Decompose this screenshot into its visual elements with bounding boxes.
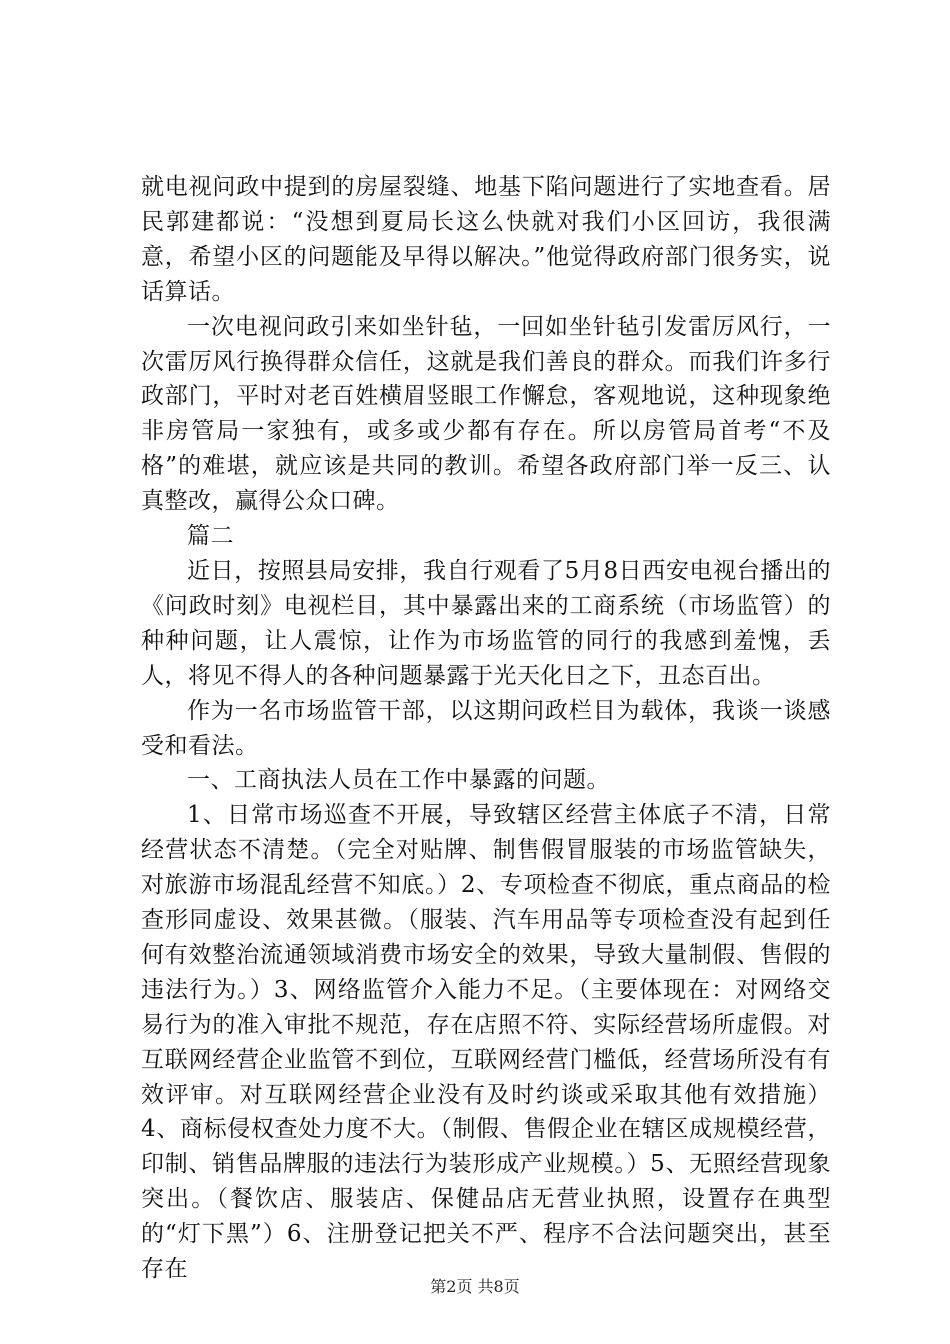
paragraph: 近日，按照县局安排，我自行观看了5月8日西安电视台播出的《问政时刻》电视栏目，其中暴露出来的工商系统（市场监管）的种种问题，让人震惊，让作为市场监管的同行的我感到羞愧，丢人，将见不得人的各种问题暴露于光天化日之下，丑态百出。	[141, 557, 831, 689]
paragraph-continuation: 就电视问政中提到的房屋裂缝、地基下陷问题进行了实地查看。居民郭建都说：“没想到夏局长这么快就对我们小区回访，我很满意，希望小区的问题能及早得以解决。”他觉得政府部门很务实，说话算话。	[141, 174, 831, 305]
subsection-heading: 一、工商执法人员在工作中暴露的问题。	[187, 767, 610, 794]
paragraph: 作为一名市场监管干部，以这期问政栏目为载体，我谈一谈感受和看法。	[141, 697, 831, 759]
paragraph: 一次电视问政引来如坐针毡，一回如坐针毡引发雷厉风行，一次雷厉风行换得群众信任，这就是我们善良的群众。而我们许多行政部门，平时对老百姓横眉竖眼工作懈怠，客观地说，这种现象绝非房管局一家独有，或多或少都有存在。所以房管局首考“不及格”的难堪，就应该是共同的教训。希望各政府部门举一反三、认真整改，赢得公众口碑。	[141, 313, 831, 515]
page-number-footer: 第2页 共8页	[430, 1277, 520, 1296]
section-heading: 篇二	[187, 523, 234, 550]
paragraph: 1、日常市场巡查不开展，导致辖区经营主体底子不清，日常经营状态不清楚。（完全对贴牌、制售假冒服装的市场监管缺失，对旅游市场混乱经营不知底。）2、专项检查不彻底，重点商品的检查形同虚设、效果甚微。（服装、汽车用品等专项检查没有起到任何有效整治流通领域消费市场安全的效果，导致大量制假、售假的违法行为。）3、网络监管介入能力不足。（主要体现在：对网络交易行为的准入审批不规范，存在店照不符、实际经营场所虚假。对互联网经营企业监管不到位，互联网经营门槛低，经营场所没有有效评审。对互联网经营企业没有及时约谈或采取其他有效措施）4、商标侵权查处力度不大。（制假、售假企业在辖区成规模经营，印制、销售品牌服的违法行为装形成产业规模。）5、无照经营现象突出。（餐饮店、服装店、保健品店无营业执照，设置存在典型的“灯下黑”）6、注册登记把关不严、程序不合法问题突出，甚至存在	[141, 802, 831, 1283]
document-body	[141, 170, 831, 1287]
